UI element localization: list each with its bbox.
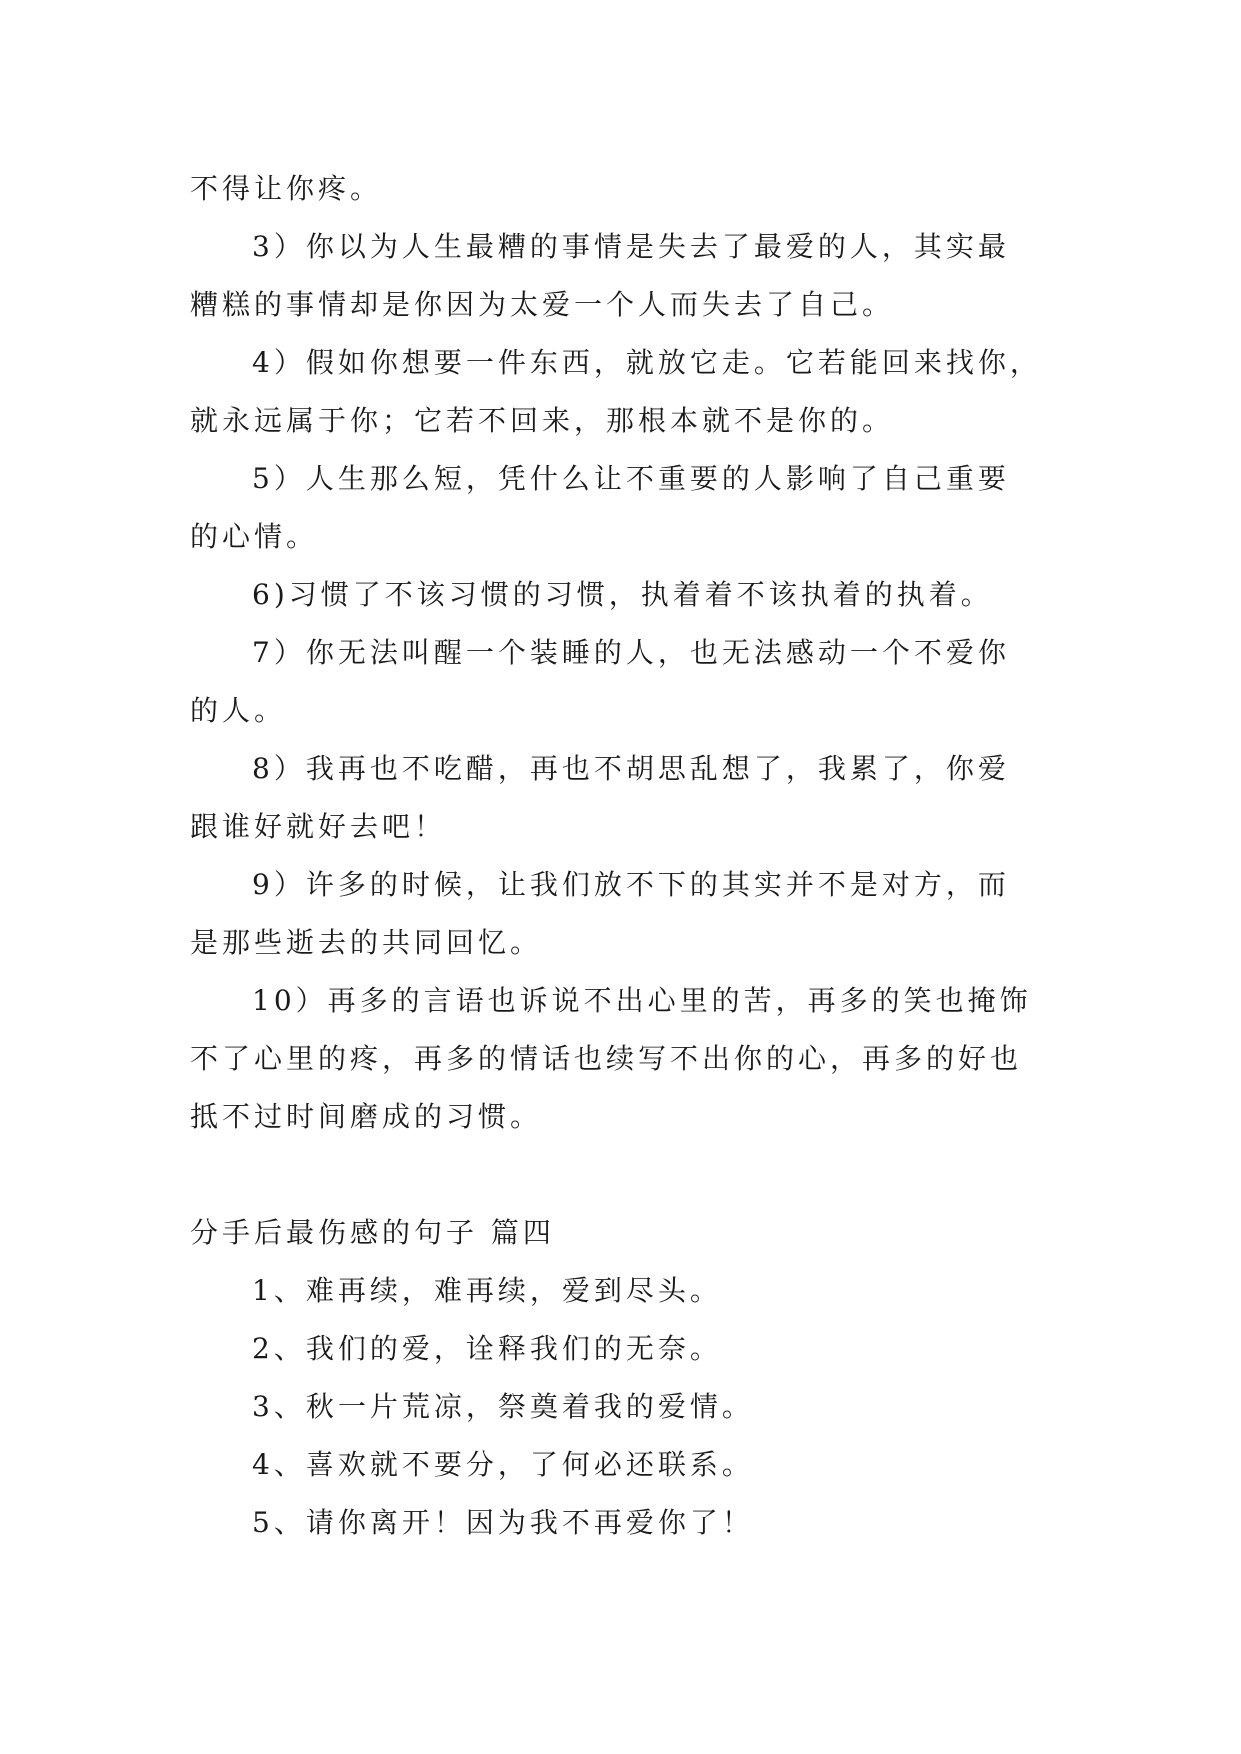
- paragraph-item-6-line-1: 6)习惯了不该习惯的习惯，执着着不该执着的执着。: [252, 578, 993, 611]
- list-item: 5、请你离开！因为我不再爱你了！: [252, 1506, 754, 1539]
- paragraph-item-3-line-2: 糟糕的事情却是你因为太爱一个人而失去了自己。: [190, 288, 895, 321]
- paragraph-item-3-line-1: 3）你以为人生最糟的事情是失去了最爱的人，其实最: [252, 230, 1010, 263]
- paragraph-item-7-line-1: 7）你无法叫醒一个装睡的人，也无法感动一个不爱你: [252, 636, 1010, 669]
- paragraph-item-4-line-2: 就永远属于你；它若不回来，那根本就不是你的。: [190, 404, 895, 437]
- paragraph-continuation: 不得让你疼。: [190, 172, 383, 205]
- paragraph-item-8-line-1: 8）我再也不吃醋，再也不胡思乱想了，我累了，你爱: [252, 752, 1010, 785]
- paragraph-item-7-line-2: 的人。: [190, 694, 287, 727]
- paragraph-item-9-line-2: 是那些逝去的共同回忆。: [190, 926, 543, 959]
- paragraph-item-4-line-1: 4）假如你想要一件东西，就放它走。它若能回来找你，: [252, 346, 1042, 379]
- paragraph-item-8-line-2: 跟谁好就好去吧！: [190, 810, 447, 843]
- list-item: 3、秋一片荒凉，祭奠着我的爱情。: [252, 1390, 754, 1423]
- paragraph-item-5-line-2: 的心情。: [190, 520, 319, 553]
- paragraph-item-10-line-3: 抵不过时间磨成的习惯。: [190, 1100, 543, 1133]
- list-item: 4、喜欢就不要分，了何必还联系。: [252, 1448, 754, 1481]
- paragraph-item-10-line-2: 不了心里的疼，再多的情话也续写不出你的心，再多的好也: [190, 1042, 1023, 1075]
- paragraph-item-10-line-1: 10）再多的言语也诉说不出心里的苦，再多的笑也掩饰: [252, 984, 1032, 1017]
- paragraph-item-5-line-1: 5）人生那么短，凭什么让不重要的人影响了自己重要: [252, 462, 1010, 495]
- list-item: 1、难再续，难再续，爱到尽头。: [252, 1274, 722, 1307]
- section-spacer: [190, 1146, 1060, 1204]
- paragraph-item-9-line-1: 9）许多的时候，让我们放不下的其实并不是对方，而: [252, 868, 1010, 901]
- section-heading: 分手后最伤感的句子 篇四: [190, 1216, 555, 1249]
- list-item: 2、我们的爱，诠释我们的无奈。: [252, 1332, 722, 1365]
- document-body: [190, 160, 1060, 1552]
